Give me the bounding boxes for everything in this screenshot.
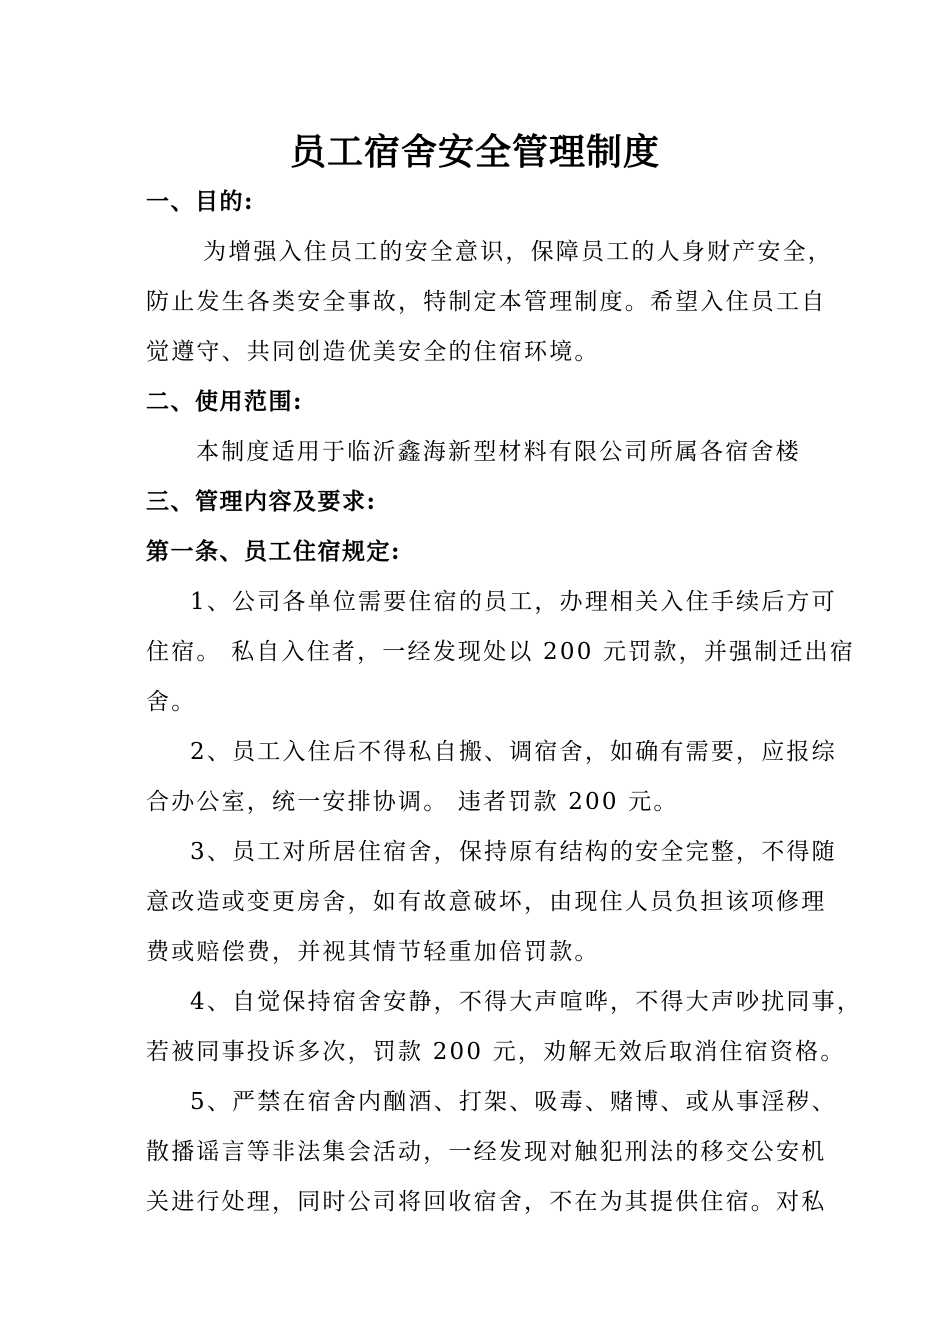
paragraph-line: 住宿。 私自入住者，一经发现处以 200 元罚款，并强制迁出宿 [146,639,856,665]
rule-item-1: 1、公司各单位需要住宿的员工，办理相关入住手续后方可 [190,589,837,615]
paragraph-line: 散播谣言等非法集会活动，一经发现对触犯刑法的移交公安机 [146,1139,827,1165]
paragraph-line: 意改造或变更房舍，如有故意破坏，由现住人员负担该项修理 [146,889,827,915]
article-heading-1: 第一条、员工住宿规定: [146,538,401,565]
section-heading-content: 三、管理内容及要求: [146,488,377,515]
section-heading-purpose: 一、目的: [146,188,254,215]
paragraph-line: 关进行处理，同时公司将回收宿舍，不在为其提供住宿。对私 [146,1189,827,1215]
paragraph-line: 合办公室，统一安排协调。 违者罚款 200 元。 [146,789,679,815]
rule-item-5: 5、严禁在宿舍内酗酒、打架、吸毒、赌博、或从事淫秽、 [190,1089,837,1115]
section-heading-scope: 二、使用范围: [146,388,303,415]
paragraph-line: 为增强入住员工的安全意识，保障员工的人身财产安全， [203,239,833,265]
rule-item-2: 2、员工入住后不得私自搬、调宿舍，如确有需要，应报综 [190,739,837,765]
document-title: 员工宿舍安全管理制度 [289,131,660,173]
paragraph-line: 若被同事投诉多次，罚款 200 元，劝解无效后取消住宿资格。 [146,1039,846,1065]
paragraph-line: 防止发生各类安全事故，特制定本管理制度。希望入住员工自 [146,289,827,315]
paragraph-line: 舍。 [146,689,197,715]
paragraph-line: 觉遵守、共同创造优美安全的住宿环境。 [146,339,600,365]
paragraph-line: 本制度适用于临沂鑫海新型材料有限公司所属各宿舍楼 [196,439,801,465]
paragraph-line: 费或赔偿费，并视其情节轻重加倍罚款。 [146,939,600,965]
rule-item-3: 3、员工对所居住宿舍，保持原有结构的安全完整，不得随 [190,839,837,865]
rule-item-4: 4、自觉保持宿舍安静，不得大声喧哗，不得大声吵扰同事， [190,989,863,1015]
